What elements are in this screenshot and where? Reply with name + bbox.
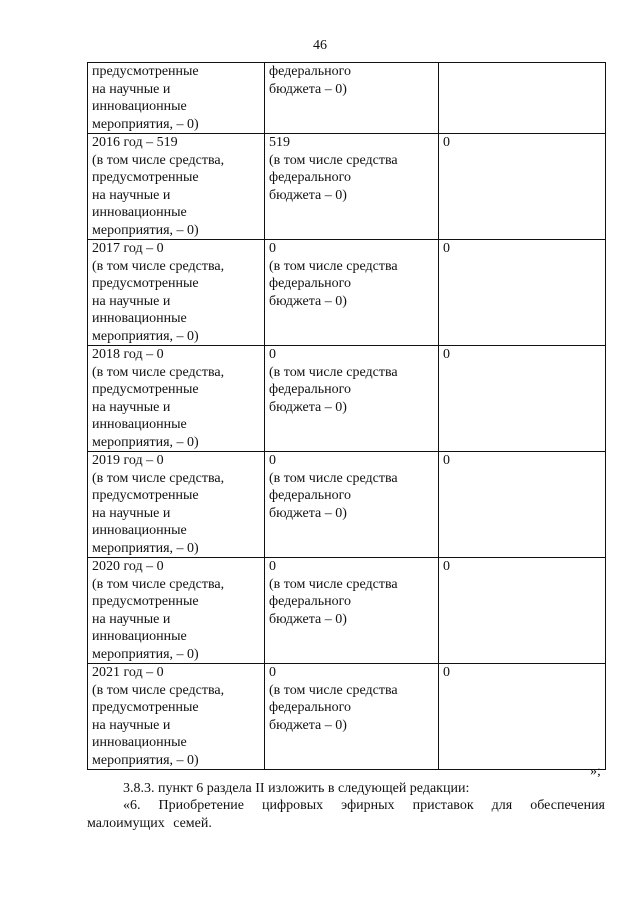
cell-line: предусмотренные xyxy=(92,170,199,185)
cell-line: федерального xyxy=(269,700,352,715)
cell-line: предусмотренные xyxy=(92,276,199,291)
cell-line: мероприятия, – 0) xyxy=(92,116,199,132)
cell-line: (в том числе средства, xyxy=(92,364,225,380)
cell-federal xyxy=(265,452,439,558)
cell-line: инновационные xyxy=(92,629,187,644)
table-row xyxy=(88,134,606,240)
cell-line: (в том числе средства, xyxy=(92,152,225,168)
cell-line: на научные и xyxy=(92,81,171,97)
cell-line: (в том числе средства xyxy=(269,152,398,168)
cell-line: бюджета – 0) xyxy=(269,187,347,203)
cell-line: федерального xyxy=(269,64,352,79)
cell-line: на научные и xyxy=(92,717,171,733)
cell-line: 0 xyxy=(269,559,276,574)
cell-line: 2020 год – 0 xyxy=(92,559,164,574)
cell-line: 2018 год – 0 xyxy=(92,347,164,362)
cell-line: (в том числе средства xyxy=(269,364,398,380)
cell-line: мероприятия, – 0) xyxy=(92,434,199,450)
cell-line: 0 xyxy=(443,241,450,256)
cell-other xyxy=(439,134,606,240)
table-body xyxy=(88,63,606,770)
cell-line: инновационные xyxy=(92,523,187,538)
cell-line: федерального xyxy=(269,488,352,503)
cell-line: мероприятия, – 0) xyxy=(92,540,199,556)
cell-line: 0 xyxy=(443,665,450,680)
cell-other xyxy=(439,346,606,452)
cell-line: предусмотренные xyxy=(92,382,199,397)
cell-federal xyxy=(265,134,439,240)
paragraph-item-6: «6. Приобретение цифровых эфирных приставок для обеспечения малоимущих семей. xyxy=(87,798,605,831)
closing-quote-mark: »; xyxy=(590,764,601,779)
cell-line: предусмотренные xyxy=(92,64,199,79)
cell-line: мероприятия, – 0) xyxy=(92,222,199,238)
cell-line: (в том числе средства xyxy=(269,258,398,274)
cell-line: 0 xyxy=(443,347,450,362)
cell-other xyxy=(439,63,606,134)
cell-line: 0 xyxy=(269,453,276,468)
cell-line: мероприятия, – 0) xyxy=(92,646,199,662)
cell-line: (в том числе средства, xyxy=(92,576,225,592)
cell-federal xyxy=(265,346,439,452)
cell-line: на научные и xyxy=(92,505,171,521)
cell-line: на научные и xyxy=(92,293,171,309)
cell-line: инновационные xyxy=(92,205,187,220)
cell-total xyxy=(88,240,265,346)
cell-line: предусмотренные xyxy=(92,594,199,609)
cell-line: 0 xyxy=(443,559,450,574)
cell-line: мероприятия, – 0) xyxy=(92,752,199,768)
cell-line: 0 xyxy=(269,241,276,256)
cell-line: на научные и xyxy=(92,399,171,415)
cell-total xyxy=(88,452,265,558)
paragraph-amendment: 3.8.3. пункт 6 раздела II изложить в следующей редакции: xyxy=(123,781,470,796)
cell-line: предусмотренные xyxy=(92,488,199,503)
page-number: 46 xyxy=(313,38,327,53)
cell-line: инновационные xyxy=(92,417,187,432)
cell-line: 2017 год – 0 xyxy=(92,241,164,256)
cell-federal xyxy=(265,63,439,134)
cell-total xyxy=(88,346,265,452)
cell-total xyxy=(88,664,265,770)
cell-line: на научные и xyxy=(92,187,171,203)
table-row xyxy=(88,346,606,452)
table-row xyxy=(88,63,606,134)
cell-line: 519 xyxy=(269,135,290,150)
cell-other xyxy=(439,558,606,664)
cell-line: 2016 год – 519 xyxy=(92,135,178,150)
cell-line: федерального xyxy=(269,382,352,397)
cell-line: бюджета – 0) xyxy=(269,505,347,521)
cell-federal xyxy=(265,240,439,346)
cell-federal xyxy=(265,664,439,770)
cell-line: 0 xyxy=(269,665,276,680)
cell-line: инновационные xyxy=(92,99,187,114)
cell-line: бюджета – 0) xyxy=(269,399,347,415)
cell-other xyxy=(439,240,606,346)
table-row xyxy=(88,240,606,346)
cell-total xyxy=(88,558,265,664)
cell-line: бюджета – 0) xyxy=(269,717,347,733)
cell-total xyxy=(88,63,265,134)
cell-line: (в том числе средства, xyxy=(92,470,225,486)
cell-line: бюджета – 0) xyxy=(269,81,347,97)
cell-line: (в том числе средства xyxy=(269,576,398,592)
cell-line: инновационные xyxy=(92,311,187,326)
cell-line: 2021 год – 0 xyxy=(92,665,164,680)
cell-line: 2019 год – 0 xyxy=(92,453,164,468)
cell-line: бюджета – 0) xyxy=(269,611,347,627)
cell-line: 0 xyxy=(443,453,450,468)
cell-line: 0 xyxy=(269,347,276,362)
cell-line: 0 xyxy=(443,135,450,150)
cell-line: мероприятия, – 0) xyxy=(92,328,199,344)
cell-federal xyxy=(265,558,439,664)
cell-other xyxy=(439,664,606,770)
financing-table xyxy=(87,62,606,770)
cell-total xyxy=(88,134,265,240)
cell-line: федерального xyxy=(269,276,352,291)
cell-line: бюджета – 0) xyxy=(269,293,347,309)
cell-other xyxy=(439,452,606,558)
cell-line: федерального xyxy=(269,170,352,185)
cell-line: (в том числе средства, xyxy=(92,682,225,698)
cell-line: (в том числе средства, xyxy=(92,258,225,274)
cell-line: на научные и xyxy=(92,611,171,627)
table-row xyxy=(88,664,606,770)
cell-line: федерального xyxy=(269,594,352,609)
cell-line: предусмотренные xyxy=(92,700,199,715)
table-row xyxy=(88,452,606,558)
cell-line: (в том числе средства xyxy=(269,470,398,486)
cell-line: (в том числе средства xyxy=(269,682,398,698)
table-row xyxy=(88,558,606,664)
cell-line: инновационные xyxy=(92,735,187,750)
